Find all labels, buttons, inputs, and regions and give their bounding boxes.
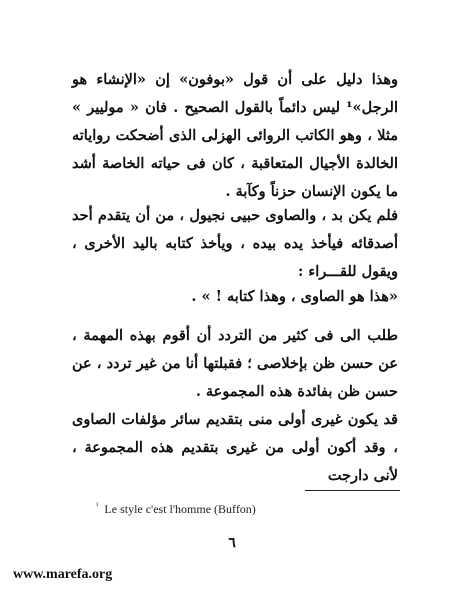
paragraph-3: «هذا هو الصاوى ، وهذا كتابه ! » . <box>191 288 398 305</box>
footnote-text: Le style c'est l'homme (Buffon) <box>104 502 256 516</box>
paragraph-4: طلب الى فى كثير من التردد أن أقوم بهذه المهمة ، عن حسن ظن بإخلاصى ؛ فقبلتها أنا من غير تردد ، عن حسن ظن بفائدة هذه المجموعة . <box>72 327 398 400</box>
footnote-marker: ¹ <box>96 501 99 510</box>
paragraph-2: فلم يكن بد ، والصاوى حبيى نجيول ، من أن يتقدم أحد أصدقائه فيأخذ يده بيده ، ويأخذ كتابه باليد الأخرى ، ويقول للقـــراء : <box>72 207 398 280</box>
footnote <box>96 498 376 517</box>
website-url[interactable]: www.marefa.org <box>13 567 113 582</box>
paragraph-1: وهذا دليل على أن قول «بوفون» إن «الإنشاء هو الرجل»¹ ليس دائماً بالقول الصحيح . فان « موليير » مثلا ، وهو الكاتب الروائى الهزلى الذى أضحكت رواياته الخالدة الأجيال المتعاقبة ، كان فى حياته الخاصة أشد ما يكون الإنسان حزناً وكآبة . <box>72 71 398 200</box>
paragraph-5: قد يكون غيرى أولى منى بتقديم سائر مؤلفات الصاوى ، وقد أكون أولى من غيرى بتقديم هذه المجموعة ، لأنى دارجت <box>72 411 398 484</box>
page-number: ٦ <box>228 535 236 551</box>
footnote-divider <box>305 490 400 491</box>
